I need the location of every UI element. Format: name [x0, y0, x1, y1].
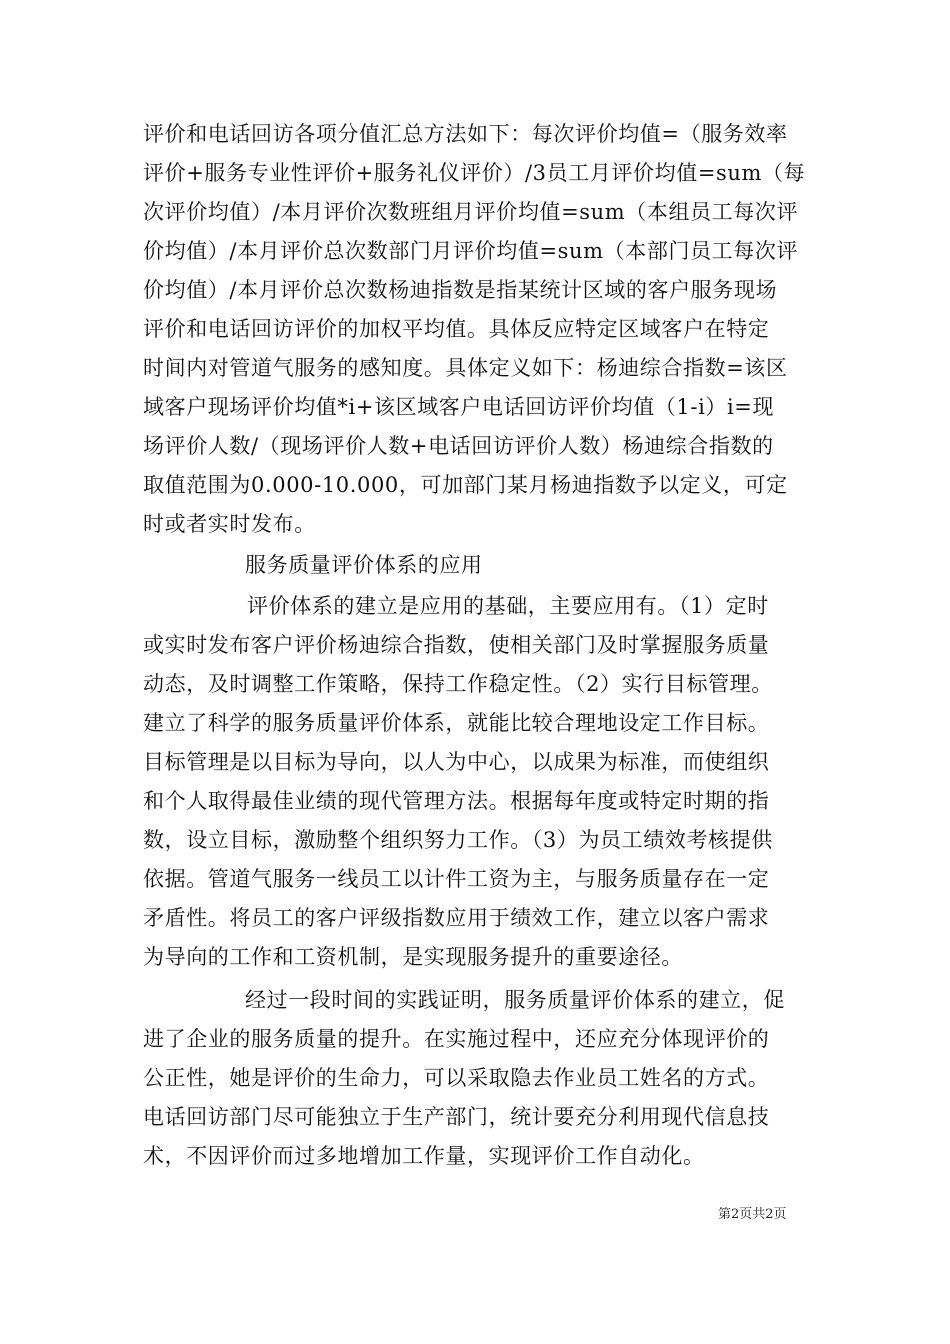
section-heading: 服务质量评价体系的应用 — [245, 553, 483, 577]
body-text-line: 依据。管道气服务一线员工以计件工资为主，与服务质量存在一定 — [143, 867, 770, 891]
body-text-line: 场评价人数/（现场评价人数+电话回访评价人数）杨迪综合指数的 — [143, 434, 774, 458]
body-text-line: 目标管理是以目标为导向，以人为中心，以成果为标准，而使组织 — [143, 750, 770, 774]
body-text-line: 为导向的工作和工资机制，是实现服务提升的重要途径。 — [143, 945, 683, 969]
body-text-line: 评价体系的建立是应用的基础，主要应用有。（1）定时 — [247, 594, 769, 618]
body-text-line: 公正性，她是评价的生命力，可以采取隐去作业员工姓名的方式。 — [143, 1066, 770, 1090]
body-text-line: 价均值）/本月评价总次数杨迪指数是指某统计区域的客户服务现场 — [143, 278, 778, 302]
body-text-line: 评价和电话回访评价的加权平均值。具体反应特定区域客户在特定 — [143, 317, 770, 341]
body-text-line: 经过一段时间的实践证明，服务质量评价体系的建立，促 — [245, 988, 785, 1012]
body-text-line: 评价+服务专业性评价+服务礼仪评价）/3员工月评价均值=sum（每 — [143, 161, 806, 185]
body-text-line: 次评价均值）/本月评价次数班组月评价均值=sum（本组员工每次评 — [143, 200, 799, 224]
body-text-line: 电话回访部门尽可能独立于生产部门，统计要充分利用现代信息技 — [143, 1105, 770, 1129]
body-text-line: 动态，及时调整工作策略，保持工作稳定性。（2）实行目标管理。 — [143, 672, 773, 696]
body-text-line: 或实时发布客户评价杨迪综合指数，使相关部门及时掌握服务质量 — [143, 633, 770, 657]
body-text-line: 价均值）/本月评价总次数部门月评价均值=sum（本部门员工每次评 — [143, 239, 799, 263]
body-text-line: 术，不因评价而过多地增加工作量，实现评价工作自动化。 — [143, 1144, 705, 1168]
body-text-line: 进了企业的服务质量的提升。在实施过程中，还应充分体现评价的 — [143, 1027, 770, 1051]
body-text-line: 域客户现场评价均值*i+该区域客户电话回访评价均值（1-i）i=现 — [143, 395, 775, 419]
body-text-line: 时间内对管道气服务的感知度。具体定义如下：杨迪综合指数=该区 — [143, 356, 788, 380]
body-text-line: 数，设立目标，激励整个组织努力工作。（3）为员工绩效考核提供 — [143, 828, 773, 852]
body-text-line: 和个人取得最佳业绩的现代管理方法。根据每年度或特定时期的指 — [143, 789, 770, 813]
page-number-footer: 第2页共2页 — [718, 1207, 787, 1222]
body-text-line: 时或者实时发布。 — [143, 512, 316, 536]
body-text-line: 矛盾性。将员工的客户评级指数应用于绩效工作，建立以客户需求 — [143, 906, 770, 930]
body-text-line: 评价和电话回访各项分值汇总方法如下：每次评价均值=（服务效率 — [143, 122, 788, 146]
body-text-line: 建立了科学的服务质量评价体系，就能比较合理地设定工作目标。 — [143, 711, 770, 735]
body-text-line: 取值范围为0.000-10.000，可加部门某月杨迪指数予以定义，可定 — [143, 473, 788, 497]
